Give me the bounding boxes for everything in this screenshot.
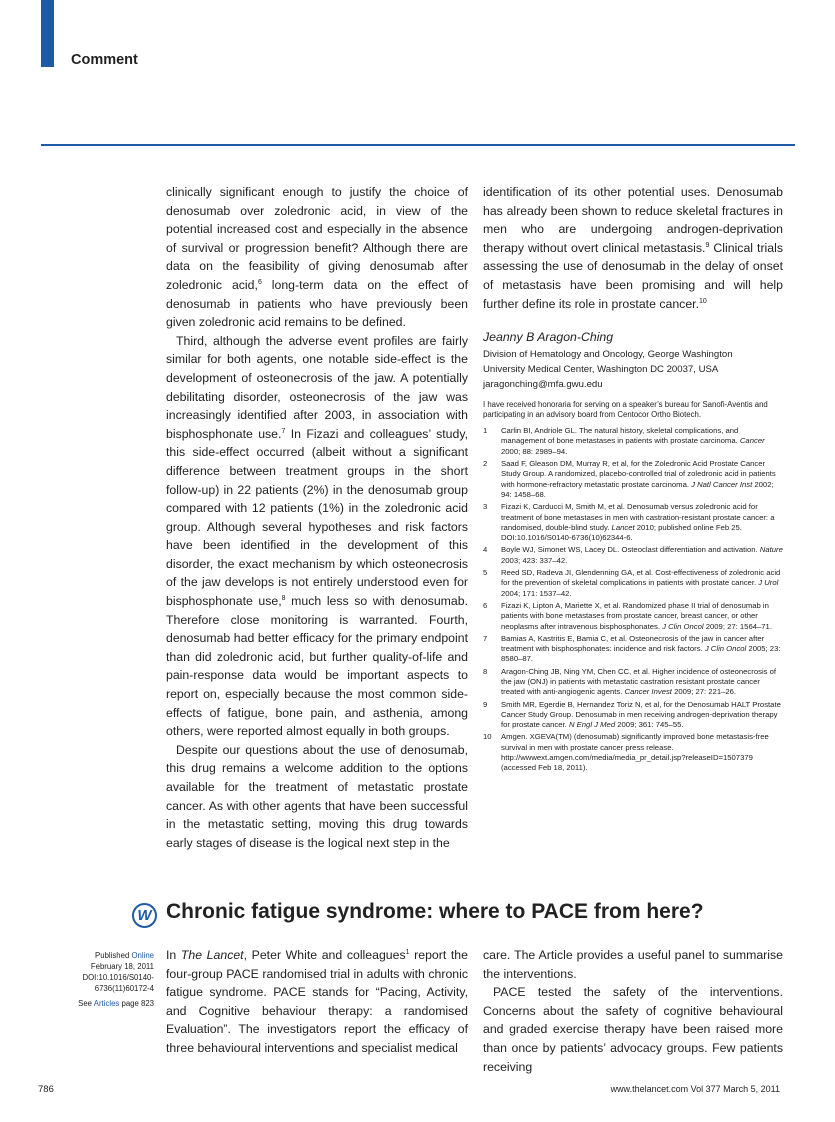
reference-journal: J Clin Oncol [662, 621, 704, 631]
reference-item [483, 634, 783, 665]
reference-details: 2000; 88: 2989–94. [501, 446, 568, 456]
section-label: Comment [71, 52, 138, 68]
reference-item [483, 667, 783, 698]
text: identification of its other potential uses. Denosumab has already been shown to reduce skeletal fractures in men who are undergoing androgen-deprivation therapy without overt clinical metastasis. [483, 185, 783, 255]
citation: 1 [405, 948, 410, 956]
reference-journal: Cancer [739, 436, 765, 446]
reference-item [483, 426, 783, 457]
publication-sidenote [72, 950, 154, 1009]
reference-item [483, 545, 783, 566]
column-right-bottom [483, 946, 783, 1076]
reference-number: 5 [483, 568, 488, 578]
reference-details: 2009; 27: 221–26. [671, 687, 737, 697]
reference-journal: N Engl J Med [568, 720, 616, 730]
affiliation-line: Division of Hematology and Oncology, George Washington [483, 348, 733, 360]
reference-journal: J Clin Oncol [704, 644, 747, 654]
journal-name: The Lancet [180, 948, 244, 962]
published-line [72, 950, 154, 961]
text: Clinical trials assessing the use of denosumab in the delay of onset of metastasis have been promising and will help further define its role in prostate cancer. [483, 240, 783, 311]
reference-item [483, 568, 783, 599]
text: In [166, 948, 181, 962]
column-left-top [166, 183, 468, 852]
reference-item [483, 459, 783, 500]
reference-text: Reed SD, Radeva JI, Glendenning GA, et al. Cost-effectiveness of zoledronic acid for the prevention of skeletal complications in patients with prostate cancer. [501, 568, 781, 588]
reference-journal: Cancer Invest [624, 687, 672, 697]
see-also [72, 998, 154, 1009]
reference-details: 2004; 171: 1537–42. [501, 588, 572, 598]
paragraph [166, 183, 468, 332]
reference-text: Bamias A, Kastritis E, Bamia C, et al. Osteonecrosis of the jaw in cancer after treatment with bisphosphonates: incidence and risk factors. [501, 633, 765, 654]
reference-text: Fizazi K, Lipton A, Mariette X, et al. Randomized phase II trial of denosumab in patients with bone metastases from prostate cancer, breast cancer, or other neoplasms after intravenous bisphosphonates. [501, 600, 769, 631]
paragraph [483, 183, 783, 313]
reference-text: Fizazi K, Carducci M, Smith M, et al. Denosumab versus zoledronic acid for treatment of bone metastases in men with castration-resistant prostate cancer: a randomised, double-blind study. [501, 502, 775, 532]
reference-journal: Lancet [611, 522, 635, 532]
text: report the four-group PACE randomised trial in adults with chronic fatigue syndrome. PACE stands for “Pacing, Activity, and Cognitive behaviour therapy: a randomised Evaluation”. The investigators report the efficacy of three behavioural interventions and specialist medical [166, 948, 468, 1055]
reference-item [483, 700, 783, 731]
disclosure: I have received honoraria for serving on a speaker’s bureau for Sanofi-Aventis and participating in an advisory board from Centocor Ortho Biotech. [483, 399, 768, 420]
reference-number: 3 [483, 502, 488, 512]
articles-link[interactable]: Articles [93, 999, 120, 1008]
paragraph: care. The Article provides a useful panel to summarise the interventions. [483, 948, 783, 981]
text: Published [95, 951, 132, 960]
reference-number: 9 [483, 699, 488, 709]
section-color-bar [41, 0, 54, 67]
reference-number: 2 [483, 459, 488, 469]
affiliation [483, 347, 783, 392]
citation: 6 [257, 278, 262, 286]
reference-item [483, 502, 783, 543]
reference-list [483, 426, 783, 774]
text: See [78, 999, 94, 1008]
reference-text: Aragon-Ching JB, Ning YM, Chen CC, et al. Higher incidence of osteonecrosis of the jaw (ONJ) in patients with metastatic castration resistant prostate cancer treated with anti-angiogenic agents. [501, 666, 777, 697]
paragraph: Despite our questions about the use of denosumab, this drug remains a welcome addition to the options available for the treatment of metastatic prostate cancer. As with other agents that have been successful in the metastatic setting, moving this drug towards early stages of disease is the logical next step in the [166, 742, 468, 850]
text: In Fizazi and colleagues’ study, this side-effect occurred (albeit without a significant difference between treatment groups in the short follow-up) in 22 patients (2%) in the denosumab group compared with 12 patients (1%) in the zoledronic acid group. Although several hypotheses and risk factors have been identified in the development of this disorder, the exact mechanism by which osteonecrosis of the jaw develops is not entirely understood even for bisphosphonate use, [166, 426, 468, 609]
doi: 6736(11)60172-4 [94, 984, 154, 993]
reference-item [483, 732, 783, 773]
text: clinically significant enough to justify the choice of denosumab over zoledronic acid, in view of the potential increased cost and especially in the absence of survival or progression benefit? Although there are data on the feasibility of giving denosumab after zoledronic acid, [166, 185, 468, 292]
online-label: Online [131, 951, 154, 960]
reference-number: 1 [483, 426, 488, 436]
reference-text: Boyle WJ, Simonet WS, Lacey DL. Osteoclast differentiation and activation. [501, 545, 760, 555]
reference-text: Smith MR, Egerdie B, Hernandez Toriz N, et al, for the Denosumab HALT Prostate Cancer Study Group. Denosumab in men receiving androgen-deprivation therapy for prostate cancer. [501, 699, 781, 730]
reference-details: 2005; 23: 8580–87. [501, 644, 781, 664]
text: page 823 [119, 999, 154, 1008]
text: , Peter White and colleagues [243, 948, 406, 962]
reference-item [483, 601, 783, 632]
reference-details: 2010; published online Feb 25. DOI:10.1016/S0140-6736(10)62344-6. [501, 522, 742, 543]
reference-journal: J Natl Cancer Inst [691, 479, 753, 489]
paragraph [166, 332, 468, 741]
reference-details: 2002; 94: 1458–68. [501, 479, 774, 499]
reference-number: 10 [483, 732, 492, 742]
published-date: February 18, 2011 [90, 962, 154, 971]
reference-journal: J Urol [758, 578, 779, 588]
journal-footer: www.thelancet.com Vol 377 March 5, 2011 [610, 1084, 780, 1094]
column-left-bottom [166, 946, 468, 1058]
reference-number: 4 [483, 545, 488, 555]
text: Third, although the adverse event profiles are fairly similar for both agents, one notable side-effect is the development of osteonecrosis of the jaw. A potentially debilitating disorder, osteonecrosis of the jaw was increasingly identified after 2003, in association with bisphosphonate use. [166, 333, 468, 441]
reference-number: 8 [483, 666, 488, 676]
reference-number: 6 [483, 600, 488, 610]
article-title: Chronic fatigue syndrome: where to PACE from here? [166, 900, 704, 923]
doi: DOI:10.1016/S0140- [82, 973, 154, 982]
reference-details: 2009; 27: 1564–71. [703, 621, 772, 631]
paragraph [166, 946, 468, 1058]
reference-text: Saad F, Gleason DM, Murray R, et al, for the Zoledronic Acid Prostate Cancer Study Group. A randomized, placebo-controlled trial of zoledronic acid in patients with hormone-refractory metastatic prostate carcinoma. [501, 459, 776, 489]
paragraph: PACE tested the safety of the interventions. Concerns about the safety of cognitive behavioural and graded exercise therapy have been raised more than once by patients’ advocacy groups. Few patients receiving [483, 985, 783, 1074]
header-rule [41, 144, 795, 146]
citation: 7 [281, 427, 286, 435]
author-email[interactable]: jaragonching@mfa.gwu.edu [483, 378, 603, 390]
reference-details: 2003; 423: 337–42. [501, 555, 568, 565]
citation: 10 [699, 297, 707, 305]
reference-number: 7 [483, 633, 488, 643]
reference-text: Carlin BI, Andriole GL. The natural history, skeletal complications, and management of bone metastases in patients with prostate carcinoma. [501, 426, 740, 446]
column-right-top [483, 183, 783, 776]
citation: 8 [281, 594, 286, 602]
page-number: 786 [38, 1084, 54, 1095]
text: long-term data on the effect of denosumab in patients who have previously been given zoledronic acid remains to be defined. [166, 277, 468, 330]
author-name: Jeanny B Aragon-Ching [483, 330, 614, 345]
text: much less so with denosumab. Therefore close monitoring is warranted. Fourth, denosumab had better efficacy for the primary endpoint than did zoledronic acid, but further quality-of-life and pain-response data would be important aspects to report on, especially because the most common side-effects of fatigue, bone pain, and asthenia, among others, were reported almost equally in both groups. [166, 594, 468, 739]
affiliation-line: University Medical Center, Washington DC 20037, USA [483, 363, 719, 375]
web-first-icon: W [132, 903, 157, 928]
reference-text: Amgen. XGEVA(TM) (denosumab) significantly improved bone metastasis-free survival in men with prostate cancer press release. http://wwwext.amgen.com/media/media_pr_detail.jsp?releaseID=1507379 (accessed Feb 18, 2011). [501, 732, 769, 773]
citation: 9 [705, 241, 710, 249]
reference-details: 2009; 361: 745–55. [615, 720, 684, 730]
reference-journal: Nature [759, 545, 783, 555]
